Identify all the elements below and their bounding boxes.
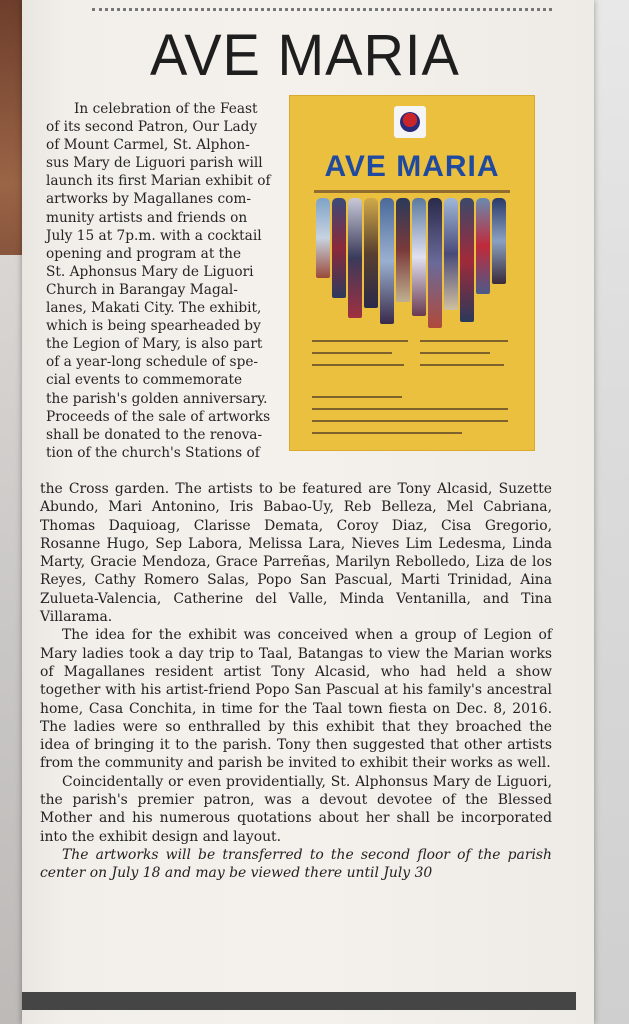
intro-line: artworks by Magallanes com- [46, 191, 252, 208]
intro-line: July 15 at 7p.m. with a cocktail [46, 227, 262, 244]
closing-note: The artworks will be transferred to the second floor of the parish center on July 18 and may be viewed there until July 30 [40, 846, 552, 882]
poster-text-line [420, 352, 490, 354]
intro-line: launch its first Marian exhibit of [46, 173, 271, 190]
intro-line: of a year-long schedule of spe- [46, 354, 259, 371]
poster-text-line [312, 364, 404, 366]
intro-line: munity artists and friends on [46, 209, 248, 226]
exhibit-poster-image [290, 96, 534, 450]
intro-line: lanes, Makati City. The exhibit, [46, 300, 262, 317]
intro-line: Proceeds of the sale of artworks [46, 408, 271, 425]
poster-subtitle-strip [314, 190, 510, 193]
paragraph: The idea for the exhibit was conceived when a group of Legion of Mary ladies took a day trip to Taal, Batangas to view the Marian works of Magallanes resident artist Tony Alcasid, who had held a show together with his artist-friend Popo San Pascual at his family's ancestral home, Casa Conchita, in time for the Taal town fiesta on Dec. 8, 2016. The ladies were so enthralled by this exhibit that they broached the idea of bringing it to the parish. Tony then suggested that other artists from the community and parish be invited to exhibit their works as well. [40, 627, 552, 772]
poster-text-line [312, 432, 462, 434]
intro-column [46, 100, 272, 462]
parish-logo-icon [394, 106, 426, 138]
intro-line: of Mount Carmel, St. Alphon- [46, 137, 250, 154]
poster-text-line [312, 340, 408, 342]
intro-line: St. Aphonsus Mary de Liguori [46, 263, 254, 280]
poster-text-line [420, 340, 508, 342]
background-surface-right [589, 0, 629, 1024]
article-headline: AVE MARIA [150, 21, 460, 88]
intro-line: opening and program at the [46, 245, 242, 262]
poster-text-line [312, 396, 402, 398]
poster-text-line [420, 364, 504, 366]
bottom-rule [22, 992, 576, 1010]
poster-title: AVE MARIA [324, 150, 500, 183]
poster-text-line [312, 420, 508, 422]
intro-line: shall be donated to the renova- [46, 426, 263, 443]
poster-artwork-collage [312, 198, 512, 328]
dotted-rule [92, 8, 552, 14]
intro-line: which is being spearheaded by [46, 318, 261, 335]
intro-line: of its second Patron, Our Lady [46, 119, 258, 136]
poster-text-line [312, 352, 392, 354]
article-body [40, 480, 552, 883]
paragraph: Coincidentally or even providentially, St. Alphonsus Mary de Liguori, the parish's premier patron, was a devout devotee of the Blessed Mother and his numerous quotations about her shall be incorporated into the exhibit design and layout. [40, 773, 552, 845]
paragraph-continuation: the Cross garden. The artists to be featured are Tony Alcasid, Suzette Abundo, Mari Antonino, Iris Babao-Uy, Reb Belleza, Mel Cabriana, Thomas Daquioag, Clarisse Demata, Coroy Diaz, Cisa Gregorio, Rosanne Hugo, Sep Labora, Melissa Lara, Nieves Lim Ledesma, Linda Marty, Gracie Mendoza, Grace Parreñas, Marilyn Rebolledo, Liza de los Reyes, Cathy Romero Salas, Popo San Pascual, Marti Trinidad, Aina Zulueta-Valencia, Catherine del Valle, Minda Ventanilla, and Tina Villarama. [40, 481, 552, 626]
intro-line: sus Mary de Liguori parish will [46, 155, 263, 172]
intro-line: tion of the church's Stations of [46, 444, 260, 461]
intro-line: In celebration of the Feast [74, 101, 258, 117]
intro-line: the parish's golden anniversary. [46, 390, 268, 407]
poster-text-line [312, 408, 508, 410]
intro-line: the Legion of Mary, is also part [46, 336, 263, 353]
intro-line: cial events to commemorate [46, 372, 243, 389]
intro-line: Church in Barangay Magal- [46, 281, 238, 298]
